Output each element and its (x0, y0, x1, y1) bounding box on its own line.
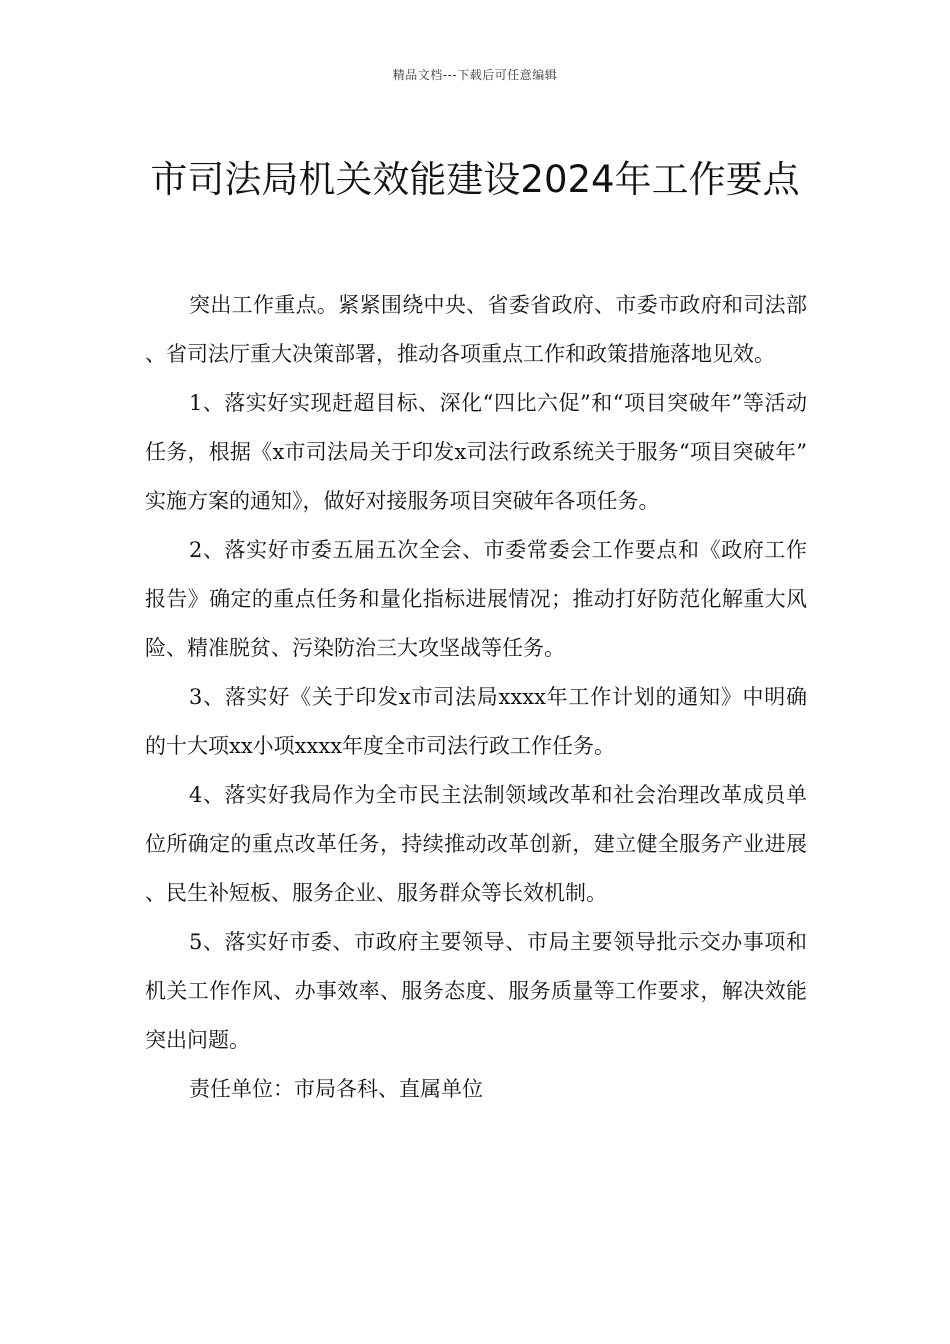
paragraph-responsible-unit: 责任单位：市局各科、直属单位 (189, 1077, 483, 1101)
header-note: 精品文档---下载后可任意编辑 (392, 68, 558, 82)
paragraph-item-2: 2、落实好市委五届五次全会、市委常委会工作要点和《政府工作报告》确定的重点任务和量化指标进展情况；推动打好防范化解重大风险、精准脱贫、污染防治三大攻坚战等任务。 (145, 538, 807, 660)
paragraph-item-3: 3、落实好《关于印发x市司法局xxxx年工作计划的通知》中明确的十大项xx小项xxxx年度全市司法行政工作任务。 (145, 685, 807, 758)
document-body (145, 281, 807, 1114)
paragraph-item-1: 1、落实好实现赶超目标、深化“四比六促”和“项目突破年”等活动任务，根据《x市司法局关于印发x司法行政系统关于服务“项目突破年”实施方案的通知》，做好对接服务项目突破年各项任务。 (145, 391, 807, 513)
paragraph-item-5: 5、落实好市委、市政府主要领导、市局主要领导批示交办事项和机关工作作风、办事效率、服务态度、服务质量等工作要求，解决效能突出问题。 (145, 930, 807, 1052)
paragraph-intro: 突出工作重点。紧紧围绕中央、省委省政府、市委市政府和司法部、省司法厅重大决策部署，推动各项重点工作和政策措施落地见效。 (145, 293, 807, 366)
paragraph-item-4: 4、落实好我局作为全市民主法制领域改革和社会治理改革成员单位所确定的重点改革任务，持续推动改革创新，建立健全服务产业进展、民生补短板、服务企业、服务群众等长效机制。 (145, 783, 807, 905)
document-title: 市司法局机关效能建设2024年工作要点 (150, 157, 800, 201)
